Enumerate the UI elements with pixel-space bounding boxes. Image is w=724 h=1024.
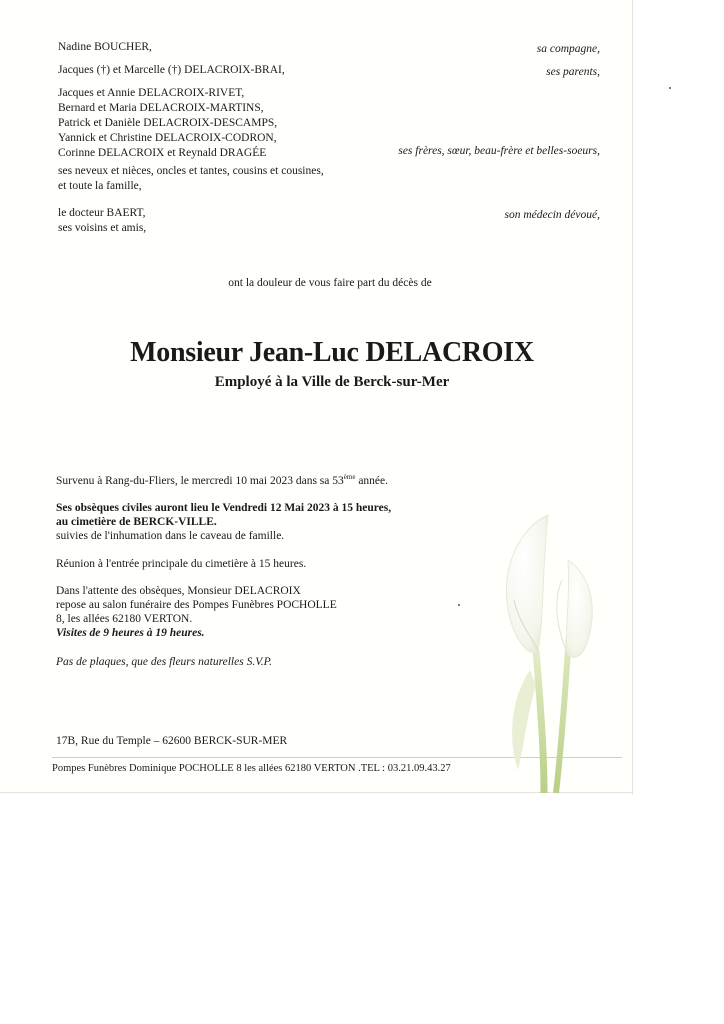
- relation-left: ses neveux et nièces, oncles et tantes, cousins et cousines, et toute la famille,: [58, 165, 324, 192]
- relation-right: son médecin dévoué,: [504, 209, 600, 221]
- announcement: ont la douleur de vous faire part du décès de: [228, 277, 432, 289]
- relation-right: ses frères, sœur, beau-frère et belles-soeurs,: [398, 145, 600, 157]
- relation-left: le docteur BAERT, ses voisins et amis,: [58, 207, 147, 234]
- relation-left: Jacques et Annie DELACROIX-RIVET, Bernard et Maria DELACROIX-MARTINS, Patrick et Danièle DELACROIX-DESCAMPS, Yannick et Christine DELACROIX-CODRON, Corinne DELACROIX et Reynald DRAGÉE: [58, 87, 278, 159]
- resting-info: Dans l'attente des obsèques, Monsieur DELACROIX repose au salon funéraire des Pompes Funèbres POCHOLLE 8, les allées 62180 VERTON. Visites de 9 heures à 19 heures.: [56, 585, 337, 639]
- deceased-occupation: Employé à la Ville de Berck-sur-Mer: [214, 374, 450, 390]
- funeral-info: Ses obsèques civiles auront lieu le Vendredi 12 Mai 2023 à 15 heures, au cimetière de BERCK-VILLE. suivies de l'inhumation dans le caveau de famille.: [56, 502, 392, 542]
- flowers-note: Pas de plaques, que des fleurs naturelles S.V.P.: [56, 656, 273, 668]
- relation-left: Jacques (†) et Marcelle (†) DELACROIX-BRAI,: [58, 64, 285, 76]
- death-notice: Survenu à Rang-du-Fliers, le mercredi 10 mai 2023 dans sa 53ème année.: [56, 473, 389, 487]
- meeting-info: Réunion à l'entrée principale du cimetière à 15 heures.: [56, 558, 307, 570]
- family-address: 17B, Rue du Temple – 62600 BERCK-SUR-MER: [56, 735, 288, 747]
- relation-right: sa compagne,: [536, 43, 600, 55]
- deceased-name: Monsieur Jean-Luc DELACROIX: [130, 337, 534, 368]
- relation-right: ses parents,: [546, 66, 600, 78]
- calla-lily-icon: [470, 500, 610, 795]
- relation-left: Nadine BOUCHER,: [58, 41, 152, 53]
- sheet-edge: [632, 0, 633, 795]
- speck: [458, 604, 460, 606]
- speck: [669, 87, 671, 89]
- funeral-home-footer: Pompes Funèbres Dominique POCHOLLE 8 les allées 62180 VERTON .TEL : 03.21.09.43.27: [52, 763, 451, 774]
